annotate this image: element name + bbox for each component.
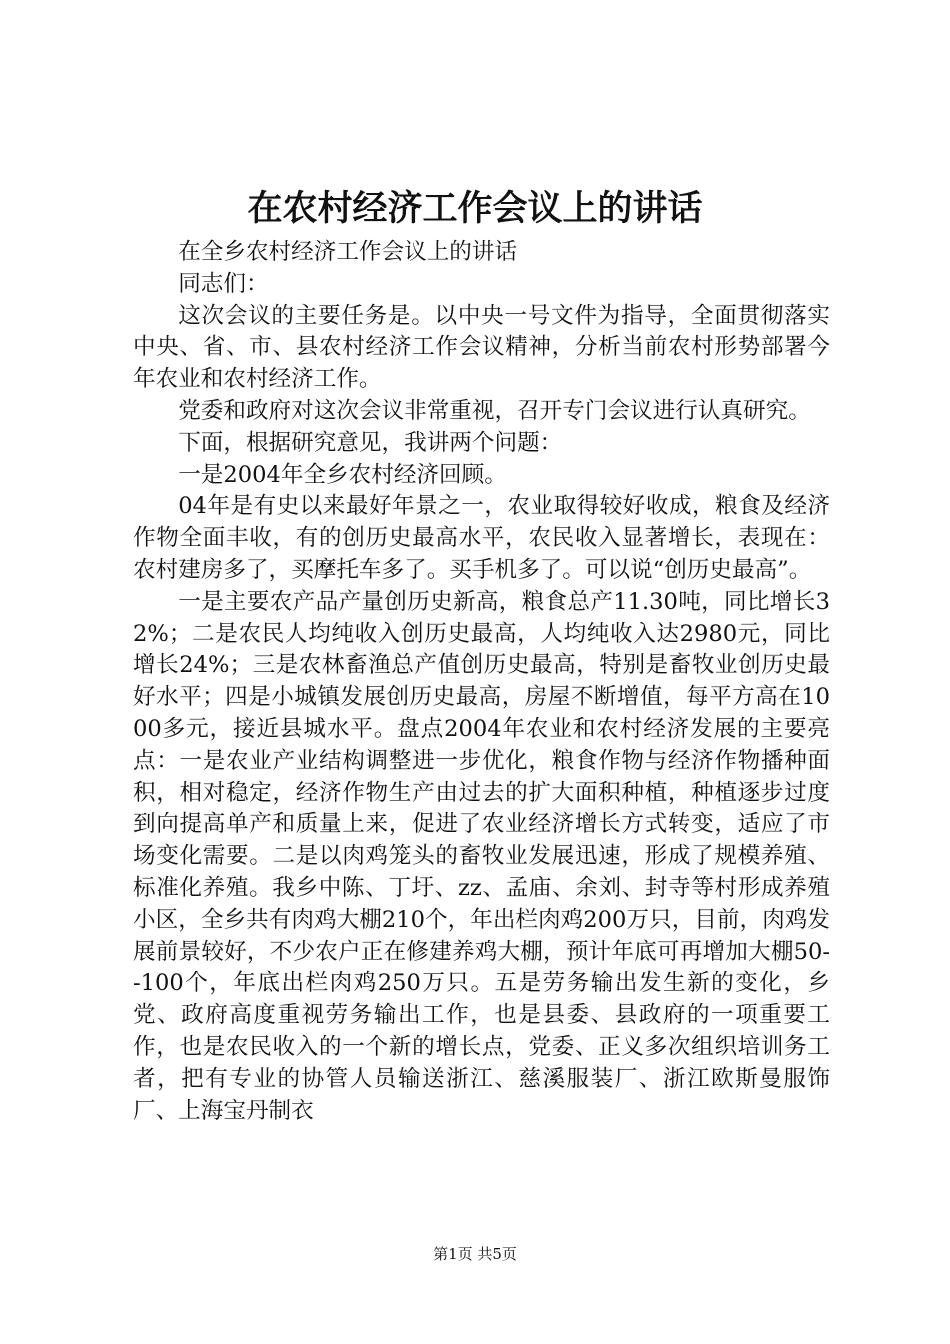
speech-heading-paragraph: 在全乡农村经济工作会议上的讲话 — [178, 239, 518, 265]
salutation-paragraph: 同志们： — [178, 270, 269, 297]
meeting-task-paragraph: 这次会议的主要任务是。以中央一号文件为指导，全面贯彻落实中央、省、市、县农村经济工作会议精神，分析当前农村形势部署今年农业和农村经济工作。 — [133, 302, 830, 393]
year-review-paragraph: 04年是有史以来最好年景之一，农业取得较好收成，粮食及经济作物全面丰收，有的创历史最高水平，农民收入显著增长，表现在：农村建房多了，买摩托车多了。买手机多了。可以说“创历史最高”。 — [133, 493, 830, 583]
topics-intro-paragraph: 下面，根据研究意见，我讲两个问题： — [178, 429, 563, 456]
party-emphasis-paragraph: 党委和政府对这次会议非常重视，召开专门会议进行认真研究。 — [178, 397, 811, 424]
section-heading-paragraph: 一是2004年全乡农村经济回顾。 — [178, 461, 507, 488]
achievements-paragraph: 一是主要农产品产量创历史新高，粮食总产11.30吨，同比增长32%；二是农民人均纯收入创历史最高，人均纯收入达2980元，同比增长24%；三是农林畜渔总产值创历史最高，特别是畜牧业创历史最好水平；四是小城镇发展创历史最高，房屋不断增值，每平方高在1000多元，接近县城水平。盘点2004年农业和农村经济发展的主要亮点：一是农业产业结构调整进一步优化，粮食作物与经济作物播种面积，相对稳定，经济作物生产由过去的扩大面积种植，种植逐步过度到向提高单产和质量上来，促进了农业经济增长方式转变，适应了市场变化需要。二是以肉鸡笼头的畜牧业发展迅速，形成了规模养殖、标准化养殖。我乡中陈、丁圩、zz、孟庙、余刘、封寺等村形成养殖小区，全乡共有肉鸡大棚210个，年出栏肉鸡200万只，目前，肉鸡发展前景较好，不少农户正在修建养鸡大棚，预计年底可再增加大棚50--100个，年底出栏肉鸡250万只。五是劳务输出发生新的变化，乡党、政府高度重视劳务输出工作，也是县委、县政府的一项重要工作，也是农民收入的一个新的增长点，党委、正义多次组织培训务工者，把有专业的协管人员输送浙江、慈溪服装厂、浙江欧斯曼服饰厂、上海宝丹制衣 — [133, 588, 830, 1124]
document-body — [133, 237, 830, 1127]
page-title: 在农村经济工作会议上的讲话 — [247, 188, 703, 229]
page-number-footer: 第1页 共5页 — [433, 1245, 517, 1263]
